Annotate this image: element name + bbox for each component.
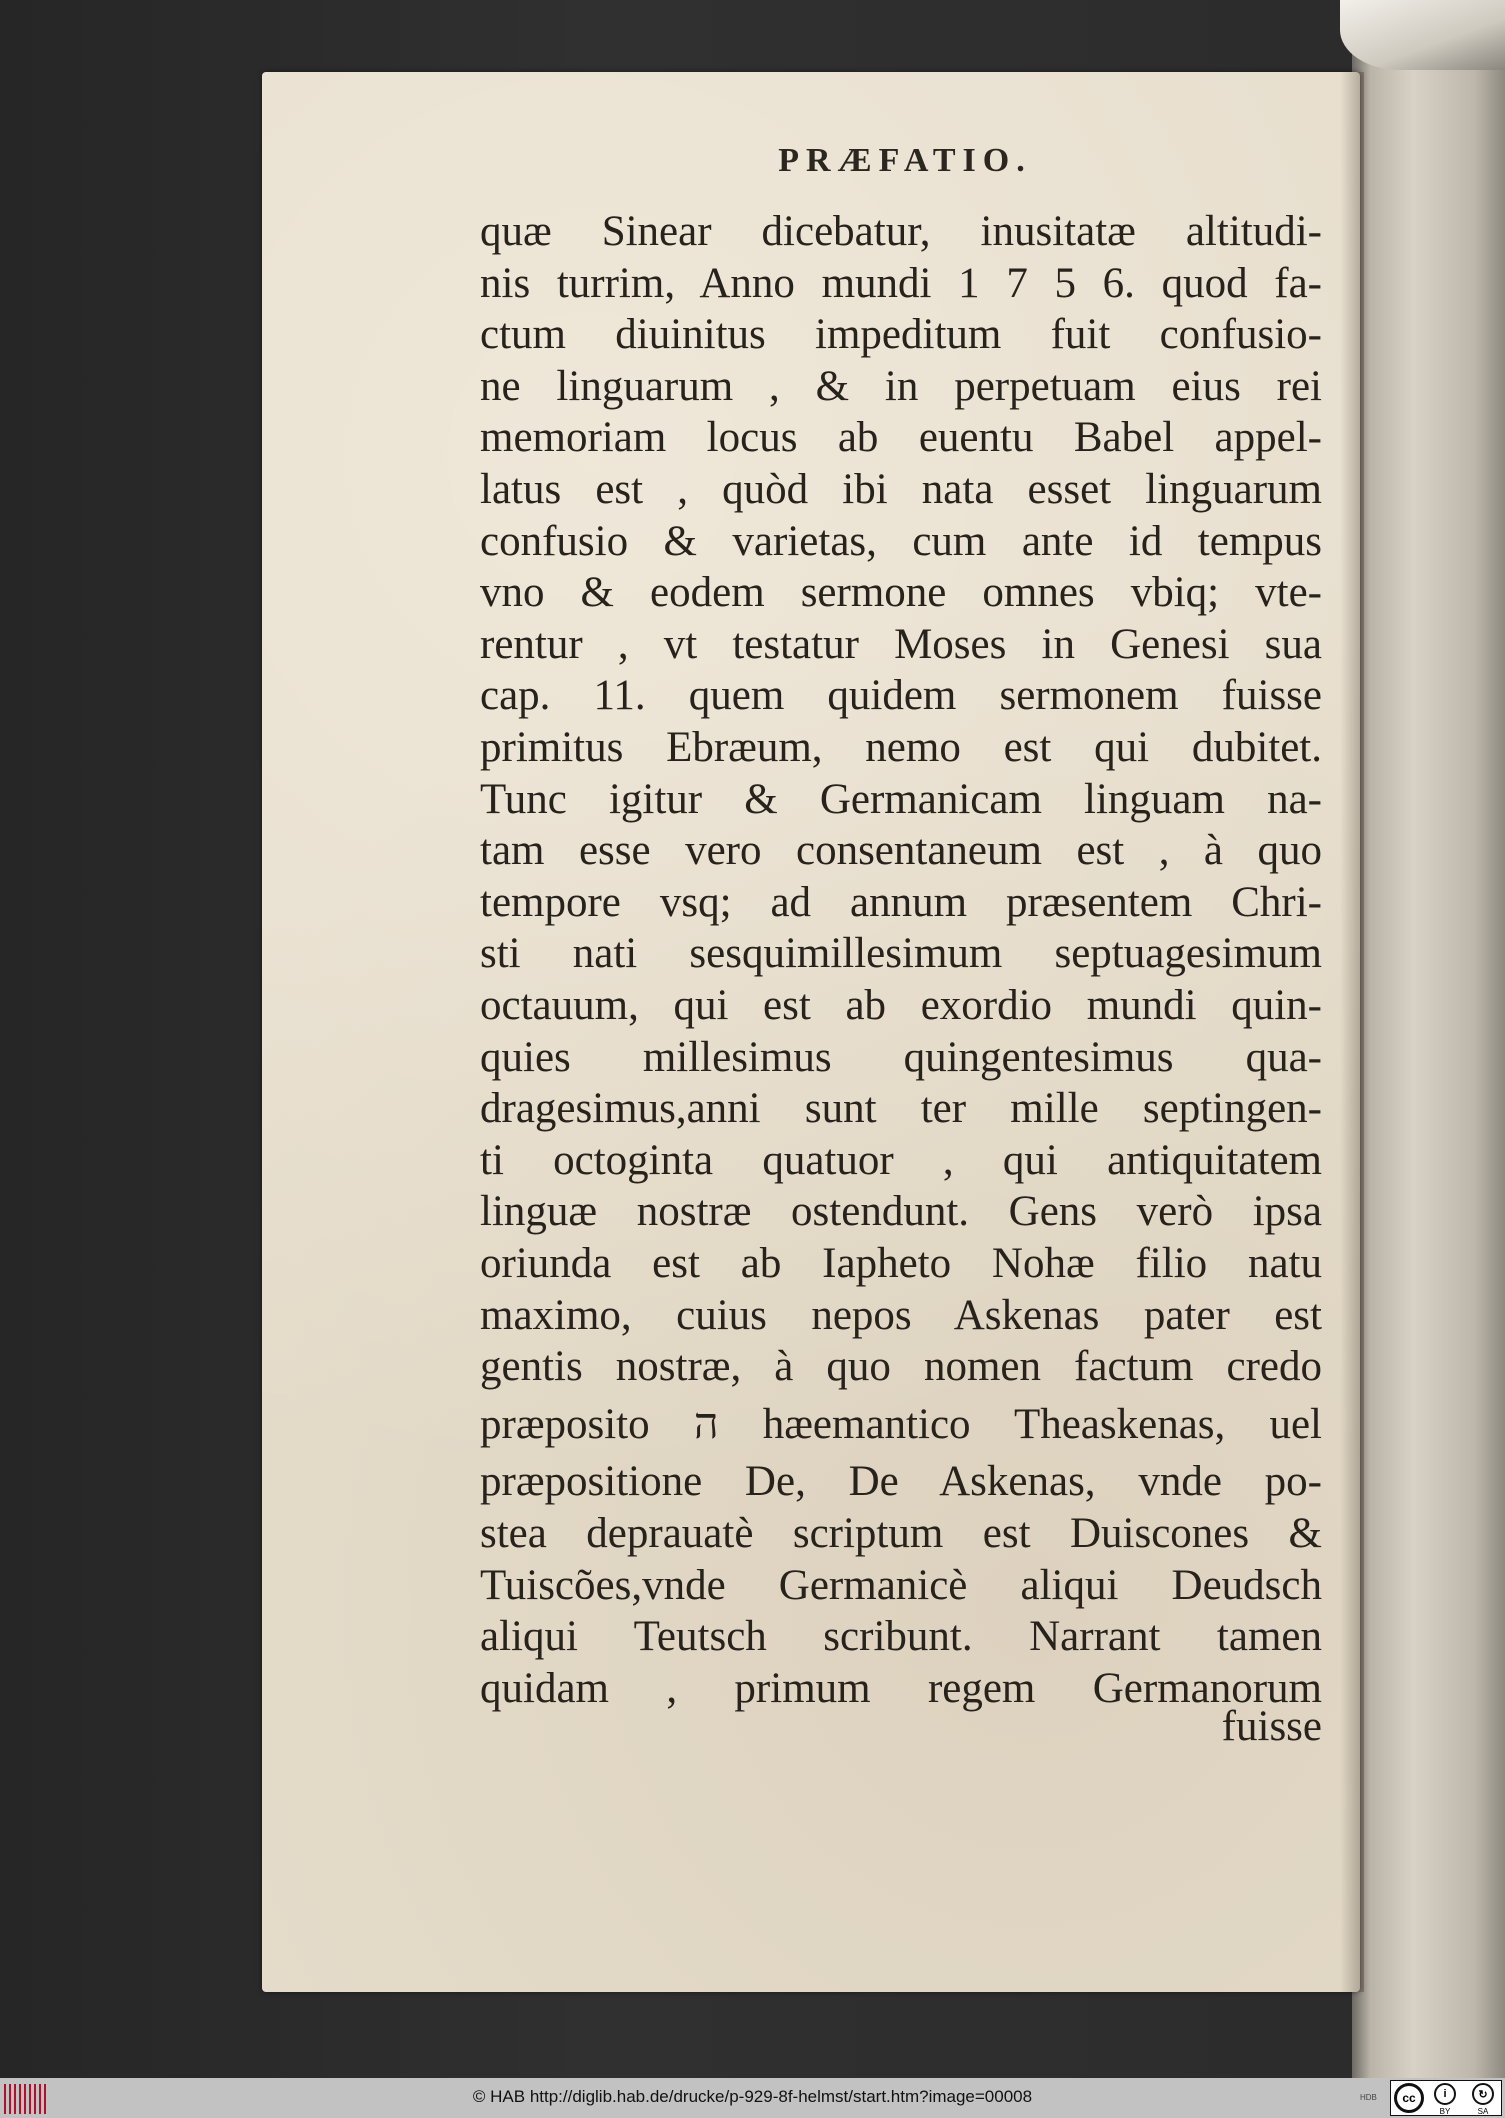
text-line: latus est , quòd ibi nata esset linguarum [480, 466, 1322, 513]
text-line: quæ Sinear dicebatur, inusitatæ altitudi- [480, 208, 1322, 255]
footer-bar [0, 2078, 1505, 2118]
text-line: præposito ה hæemantico Theaskenas, uel [480, 1400, 1322, 1448]
text-line: quies millesimus quingentesimus qua- [480, 1033, 1322, 1081]
text-line: stea deprauatè scriptum est Duiscones & [480, 1510, 1322, 1557]
text-line: memoriam locus ab euentu Babel appel- [480, 414, 1322, 462]
text-line: ne linguarum , & in perpetuam eius rei [480, 362, 1322, 410]
text-line: linguæ nostræ ostendunt. Gens verò ipsa [480, 1188, 1322, 1236]
text-line: sti nati sesquimillesimum septuagesimum [480, 930, 1322, 978]
text-line: Tunc igitur & Germanicam linguam na- [480, 775, 1322, 823]
text-line: tempore vsq; ad annum præsentem Chri- [480, 878, 1322, 926]
text-line: oriunda est ab Iapheto Nohæ filio natu [480, 1240, 1322, 1287]
text-line: ti octoginta quatuor , qui antiquitatem [480, 1136, 1322, 1184]
sa-label: SA [1477, 2107, 1489, 2116]
by-label: BY [1439, 2107, 1451, 2116]
text-line: vno & eodem sermone omnes vbiq; vte- [480, 569, 1322, 617]
text-line: rentur , vt testatur Moses in Genesi sua [480, 620, 1322, 668]
text-line: confusio & varietas, cum ante id tempus [480, 517, 1322, 565]
text-line: nis turrim, Anno mundi 1 7 5 6. quod fa- [480, 259, 1322, 307]
by-icon: i [1434, 2083, 1456, 2105]
text-line: cap. 11. quem quidem sermonem fuisse [480, 672, 1322, 720]
text-line: gentis nostræ, à quo nomen factum credo [480, 1343, 1322, 1391]
text-line: quidam , primum regem Germanorum [480, 1664, 1322, 1712]
facing-page-edge [1352, 40, 1505, 2078]
catchword: fuisse [1221, 1703, 1322, 1750]
cc-icon: cc [1394, 2083, 1424, 2113]
cc-license-badge[interactable] [1390, 2080, 1502, 2116]
text-line: præpositione De, De Askenas, vnde po- [480, 1458, 1322, 1506]
text-line: maximo, cuius nepos Askenas pater est [480, 1291, 1322, 1339]
text-line: primitus Ebræum, nemo est qui dubitet. [480, 724, 1322, 771]
text-line: aliqui Teutsch scribunt. Narrant tamen [480, 1613, 1322, 1661]
page-gutter-shadow [1340, 72, 1364, 1992]
footer-mark: HDB [1360, 2093, 1377, 2102]
text-line: Tuiscões,vnde Germanicè aliqui Deudsch [480, 1561, 1322, 1609]
sa-icon: ↻ [1472, 2083, 1494, 2105]
page-curl [1340, 0, 1505, 70]
running-head: PRÆFATIO. [778, 142, 1032, 179]
text-line: dragesimus,anni sunt ter mille septingen- [480, 1085, 1322, 1133]
text-line: tam esse vero consentaneum est , à quo [480, 827, 1322, 875]
text-line: octauum, qui est ab exordio mundi quin- [480, 982, 1322, 1029]
text-line: ctum diuinitus impeditum fuit confusio- [480, 311, 1322, 359]
footer-credit-link[interactable]: © HAB http://diglib.hab.de/drucke/p-929-8f-helmst/start.htm?image=00008 [472, 2087, 1033, 2106]
